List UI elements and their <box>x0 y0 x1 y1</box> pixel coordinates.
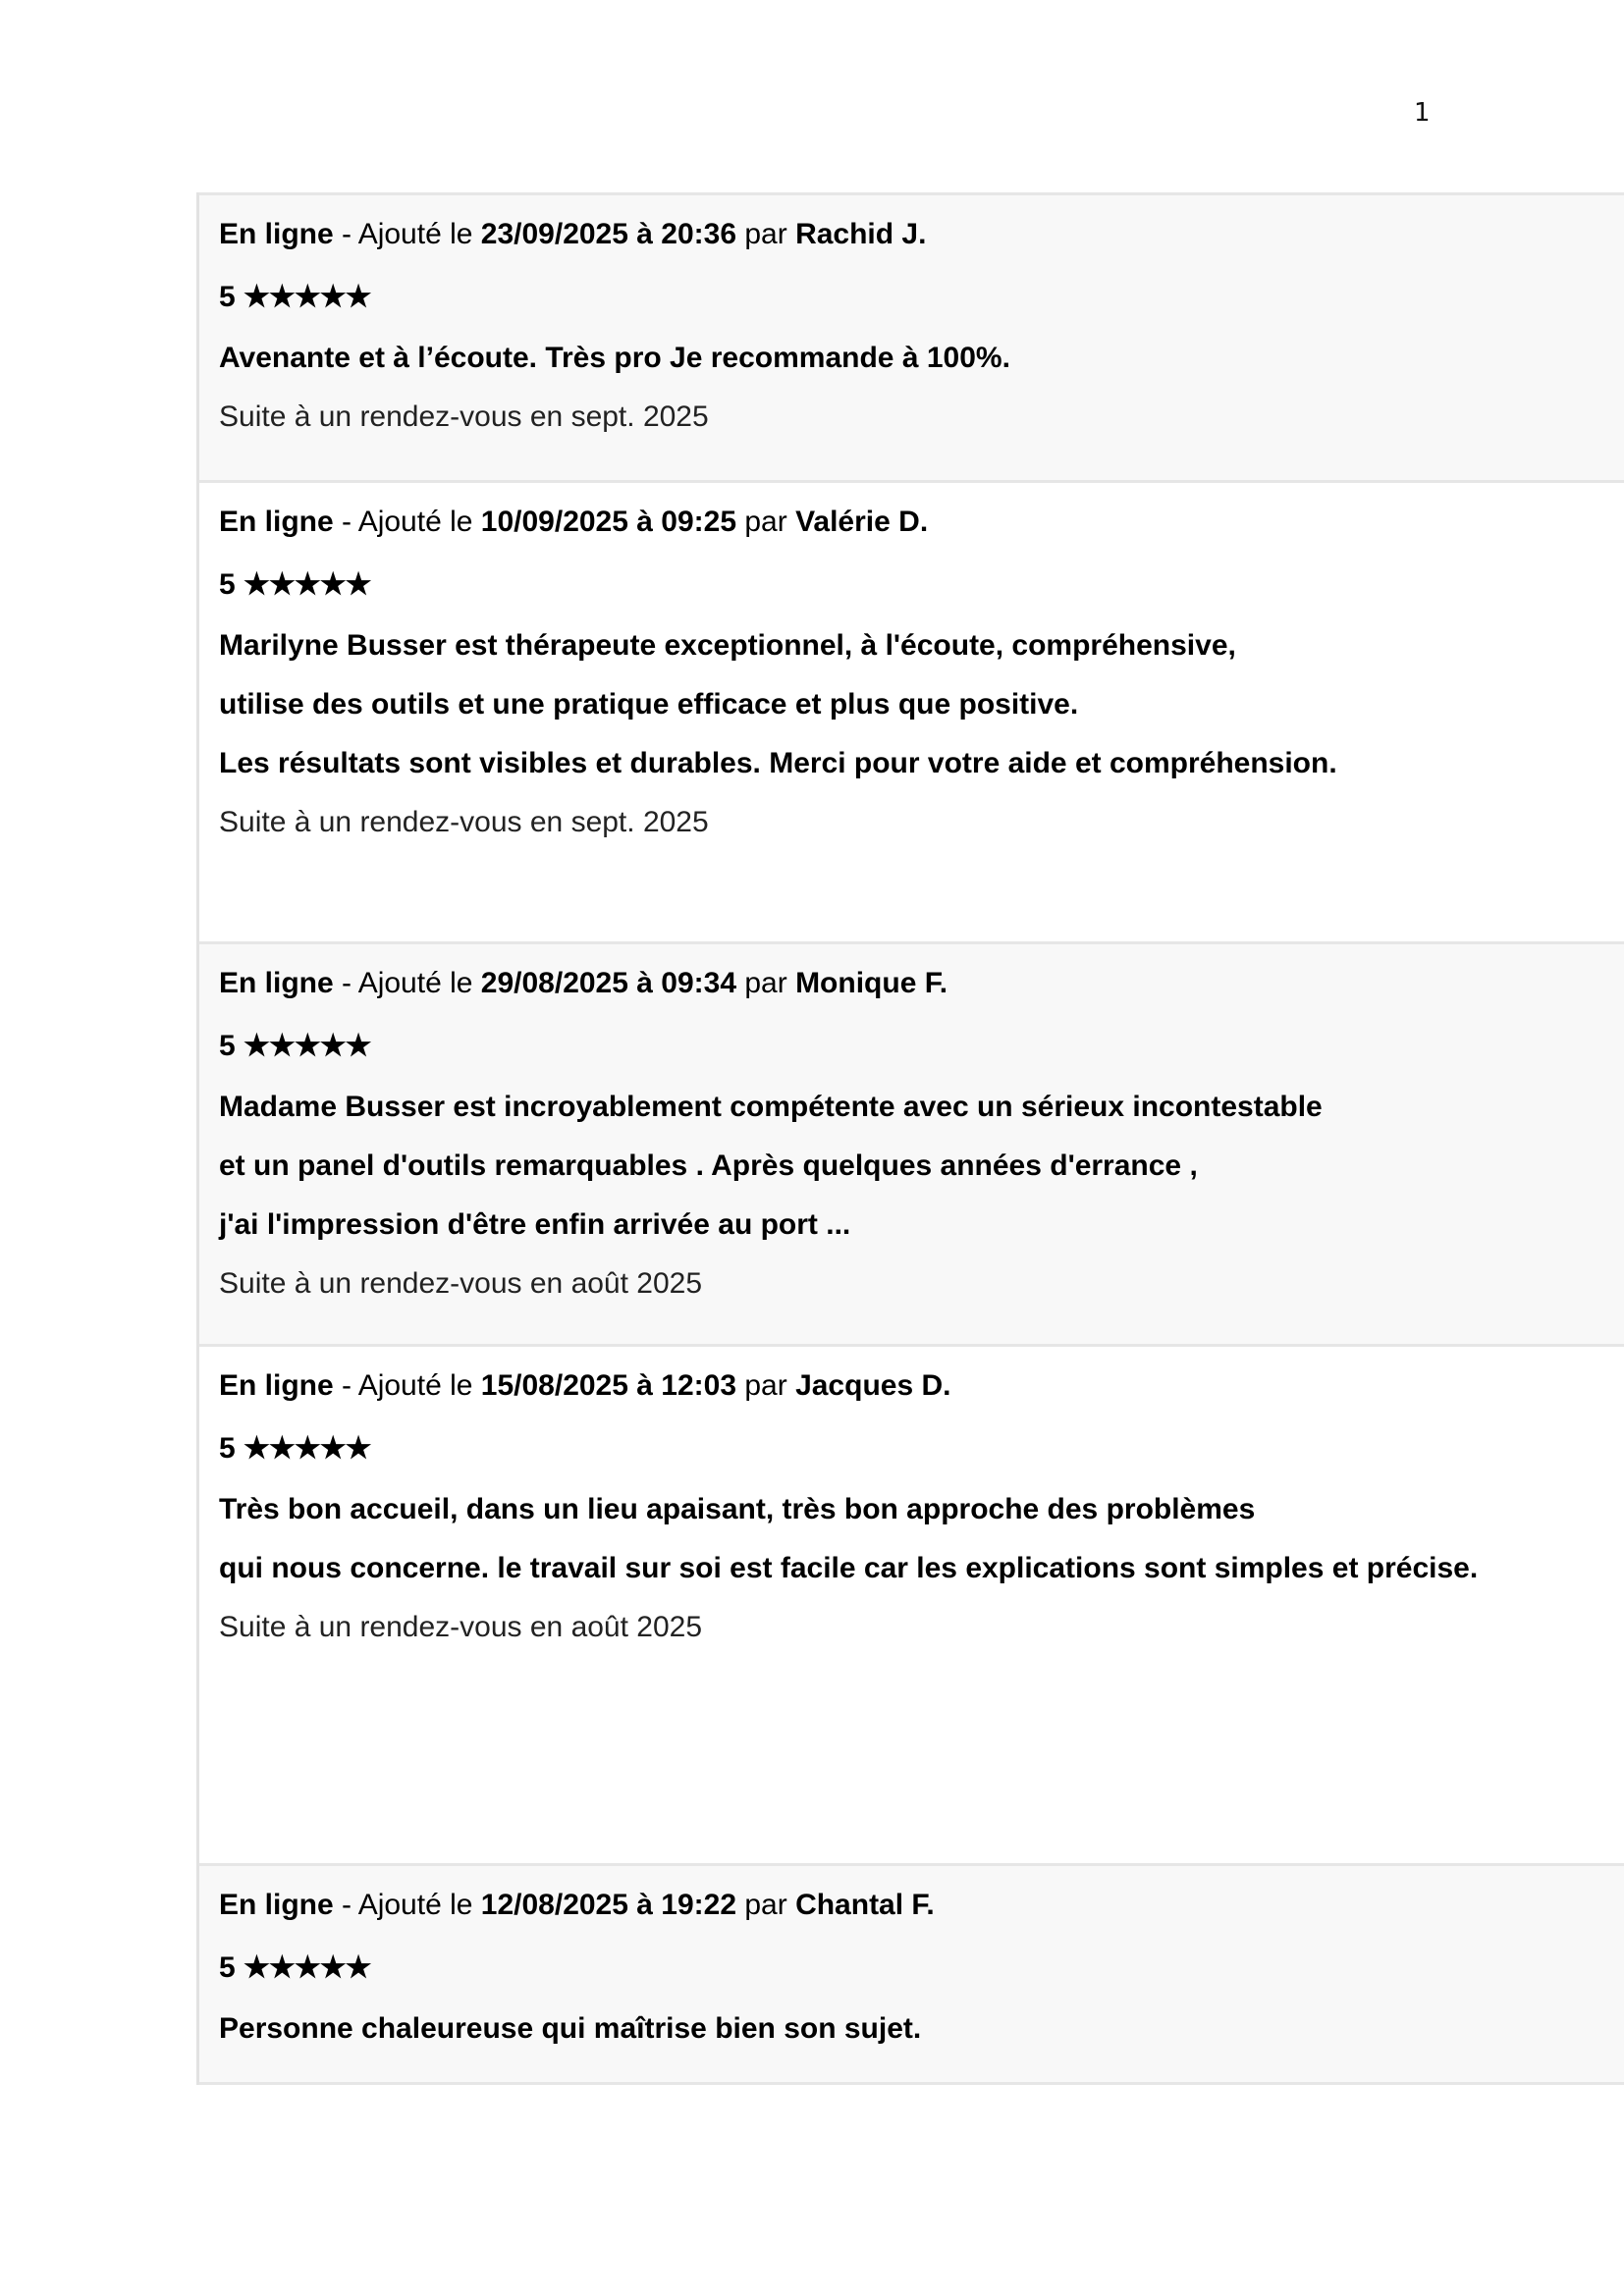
review-time: 20:36 <box>661 218 737 250</box>
review-header <box>219 217 926 252</box>
review-header <box>219 505 928 540</box>
review-footer: Suite à un rendez-vous en sept. 2025 <box>219 400 709 433</box>
at-label: à <box>627 218 662 250</box>
review-comment-line: Avenante et à l’écoute. Très pro Je recommande à 100%. <box>219 342 1010 374</box>
status-label: En ligne <box>219 967 334 999</box>
by-label: par <box>736 1889 796 1921</box>
status-label: En ligne <box>219 506 334 538</box>
star-rating-icon: ★★★★★ <box>244 281 371 313</box>
star-rating-icon: ★★★★★ <box>244 1432 371 1465</box>
review-comment-line: qui nous concerne. le travail sur soi est facile car les explications sont simples et précise. <box>219 1552 1479 1584</box>
review-comment-line: j'ai l'impression d'être enfin arrivée au port ... <box>219 1208 851 1241</box>
review-footer: Suite à un rendez-vous en août 2025 <box>219 1611 703 1643</box>
status-label: En ligne <box>219 1369 334 1402</box>
review-comment-line: utilise des outils et une pratique efficace et plus que positive. <box>219 688 1079 721</box>
by-label: par <box>736 218 796 250</box>
by-label: par <box>736 967 796 999</box>
review-comment-line: Personne chaleureuse qui maîtrise bien son sujet. <box>219 2012 922 2045</box>
review-time: 19:22 <box>661 1889 737 1921</box>
review-card <box>199 1344 1624 1863</box>
review-card <box>199 192 1624 480</box>
review-author: Chantal F. <box>795 1889 935 1921</box>
by-label: par <box>736 1369 796 1402</box>
review-comment-line: Les résultats sont visibles et durables. Merci pour votre aide et compréhension. <box>219 747 1337 779</box>
added-label: - Ajouté le <box>333 967 481 999</box>
review-header <box>219 1888 935 1923</box>
review-card <box>199 941 1624 1344</box>
review-comment-line: Très bon accueil, dans un lieu apaisant, très bon approche des problèmes <box>219 1493 1256 1525</box>
review-comment-line: Marilyne Busser est thérapeute exceptionnel, à l'écoute, compréhensive, <box>219 629 1236 662</box>
review-card <box>199 480 1624 941</box>
added-label: - Ajouté le <box>333 1889 481 1921</box>
status-label: En ligne <box>219 1889 334 1921</box>
review-footer: Suite à un rendez-vous en août 2025 <box>219 1267 703 1300</box>
review-header <box>219 1368 950 1404</box>
at-label: à <box>627 967 662 999</box>
review-list <box>196 192 1624 2085</box>
star-rating-icon: ★★★★★ <box>244 568 371 601</box>
page-number: 1 <box>1414 98 1431 128</box>
star-rating-icon: ★★★★★ <box>244 1030 371 1062</box>
rating-value: 5 <box>219 1951 236 1984</box>
at-label: à <box>627 1889 662 1921</box>
rating <box>219 1431 371 1467</box>
at-label: à <box>627 1369 662 1402</box>
added-label: - Ajouté le <box>333 218 481 250</box>
review-footer: Suite à un rendez-vous en sept. 2025 <box>219 806 709 838</box>
review-time: 12:03 <box>661 1369 737 1402</box>
rating-value: 5 <box>219 568 236 601</box>
star-rating-icon: ★★★★★ <box>244 1951 371 1984</box>
added-label: - Ajouté le <box>333 1369 481 1402</box>
rating <box>219 1029 371 1064</box>
review-comment-line: Madame Busser est incroyablement compétente avec un sérieux incontestable <box>219 1091 1323 1123</box>
review-date: 15/08/2025 <box>480 1369 628 1402</box>
review-author: Monique F. <box>795 967 948 999</box>
review-author: Rachid J. <box>795 218 927 250</box>
rating-value: 5 <box>219 1432 236 1465</box>
review-card <box>199 1863 1624 2085</box>
rating-value: 5 <box>219 281 236 313</box>
status-label: En ligne <box>219 218 334 250</box>
rating <box>219 1950 371 1986</box>
by-label: par <box>736 506 796 538</box>
review-header <box>219 966 947 1001</box>
review-time: 09:34 <box>661 967 737 999</box>
review-date: 23/09/2025 <box>480 218 628 250</box>
review-date: 29/08/2025 <box>480 967 628 999</box>
review-time: 09:25 <box>661 506 737 538</box>
rating <box>219 280 371 315</box>
review-author: Jacques D. <box>795 1369 951 1402</box>
review-date: 12/08/2025 <box>480 1889 628 1921</box>
added-label: - Ajouté le <box>333 506 481 538</box>
review-author: Valérie D. <box>795 506 929 538</box>
rating-value: 5 <box>219 1030 236 1062</box>
rating <box>219 567 371 603</box>
at-label: à <box>627 506 662 538</box>
review-comment-line: et un panel d'outils remarquables . Après quelques années d'errance , <box>219 1149 1198 1182</box>
review-date: 10/09/2025 <box>480 506 628 538</box>
